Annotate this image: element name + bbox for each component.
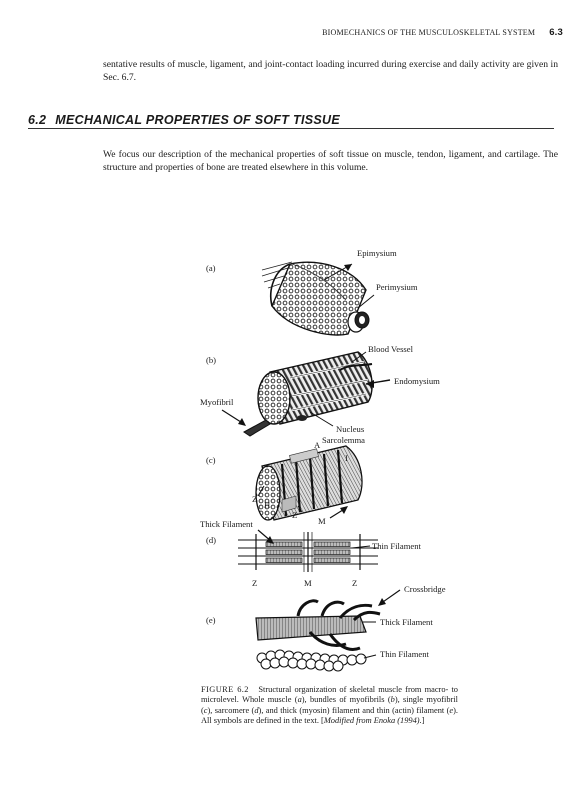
label-crossbridge: Crossbridge (404, 584, 446, 594)
panel-label-c: (c) (206, 455, 216, 465)
label-h-zone: H (264, 500, 271, 510)
arrowhead-icon (378, 598, 386, 606)
label-perimysium: Perimysium (376, 282, 418, 292)
caption-a: a (297, 695, 302, 705)
caption-text-2: ), bundles of myofibrils ( (301, 695, 391, 705)
caption-text-3: ), single myofibril ( (201, 695, 458, 715)
arrowhead-icon (340, 506, 348, 514)
caption-text-5: ), and thick (myosin) filament and thin (actin) filament ( (258, 705, 450, 715)
caption-source: Modified from Enoka (1994). (323, 715, 422, 725)
caption-text-6: ). All symbols are defined in the text. [ (201, 705, 458, 725)
label-thin-filament-d: Thin Filament (372, 541, 421, 551)
label-endomysium: Endomysium (394, 376, 440, 386)
page-number: 6.3 (549, 27, 563, 38)
label-i-band: I (345, 453, 348, 463)
label-z-right: Z (292, 510, 298, 520)
label-z-left: Z (252, 494, 258, 504)
label-z-bottom-right: Z (352, 578, 358, 588)
caption-c: c (203, 705, 208, 715)
panel-label-a: (a) (206, 263, 216, 273)
label-nucleus: Nucleus (336, 424, 365, 434)
section-title: MECHANICAL PROPERTIES OF SOFT TISSUE (55, 113, 340, 127)
label-myofibril: Myofibril (200, 397, 234, 407)
panel-d-sarcomere (238, 532, 378, 572)
label-z-bottom-left: Z (252, 578, 258, 588)
label-thick-filament-e: Thick Filament (380, 617, 433, 627)
caption-text-4: ), sarcomere ( (207, 705, 255, 715)
panel-label-e: (e) (206, 615, 216, 625)
section-number: 6.2 (28, 113, 47, 127)
label-thick-filament-d: Thick Filament (200, 519, 253, 529)
label-a-band: A (314, 440, 321, 450)
label-m-bottom: M (304, 578, 312, 588)
caption-b: b (390, 695, 395, 705)
figure-caption (201, 685, 458, 726)
label-m-line: M (318, 516, 326, 526)
label-epimysium: Epimysium (357, 248, 397, 258)
figure-number: FIGURE 6.2 (201, 685, 249, 694)
running-title: BIOMECHANICS OF THE MUSCULOSKELETAL SYSTEM (322, 28, 536, 37)
panel-e-filaments (256, 601, 380, 671)
caption-d: d (254, 705, 259, 715)
caption-text-1: Structural organization of skeletal muscle from macro- to microlevel. Whole muscle ( (201, 685, 458, 705)
label-sarcolemma: Sarcolemma (322, 435, 365, 445)
label-thin-filament-e: Thin Filament (380, 649, 429, 659)
panel-label-d: (d) (206, 535, 217, 545)
paragraph-continuation: sentative results of muscle, ligament, and joint-contact loading incurred during exercise and daily activity are given in Sec. 6.7. (103, 59, 558, 83)
arrowhead-icon (238, 418, 246, 426)
panel-label-b: (b) (206, 355, 217, 365)
paragraph-intro: We focus our description of the mechanical properties of soft tissue on muscle, tendon, ligament, and cartilage. The structure and properties of bone are treated elsewhere in this volume. (103, 149, 558, 173)
caption-e: e (449, 705, 454, 715)
caption-text-7: ] (421, 715, 425, 725)
label-blood-vessel: Blood Vessel (368, 344, 413, 354)
panel-a-whole-muscle (262, 262, 369, 335)
